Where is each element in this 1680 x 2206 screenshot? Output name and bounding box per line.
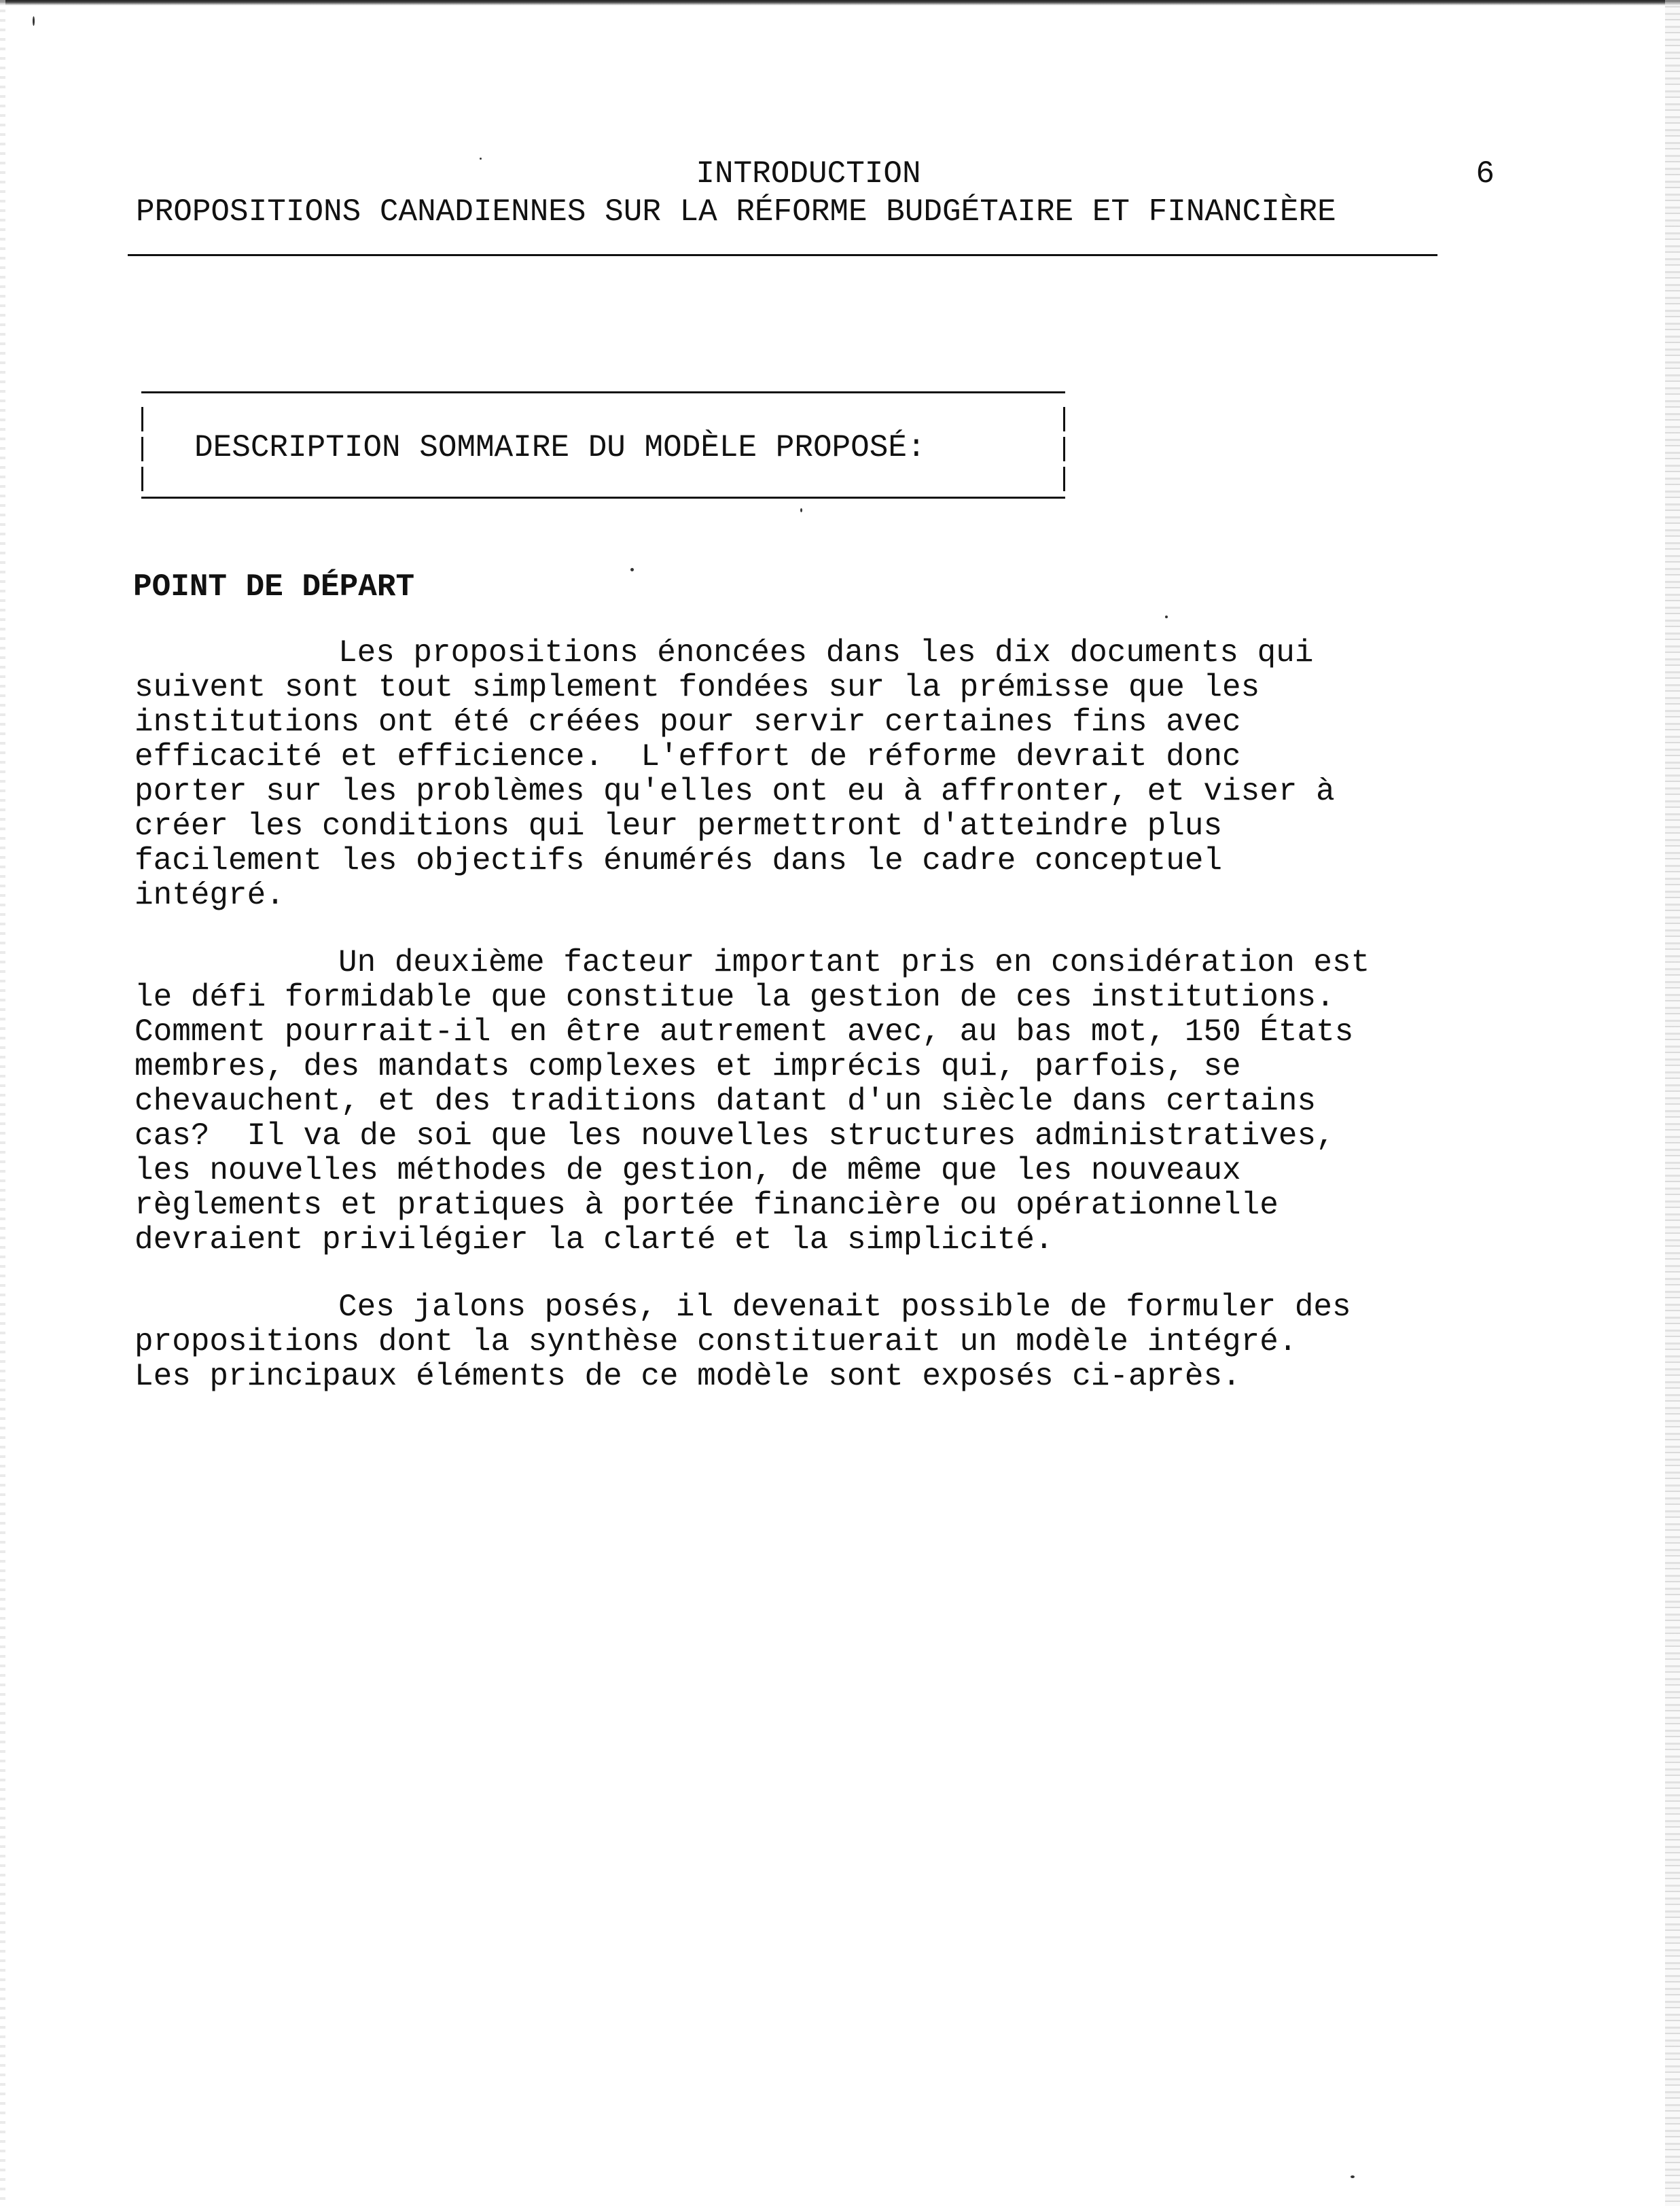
subsection-heading: POINT DE DÉPART [133,569,415,605]
paragraph-line: chevauchent, et des traditions datant d'un siècle dans certains [135,1084,1317,1119]
box-right-bar [1063,437,1065,461]
paragraph-line: cas? Il va de soi que les nouvelles structures administratives, [135,1118,1335,1154]
box-left-bar [141,407,143,431]
paragraph-line: intégré. [135,878,285,913]
paragraph-line: suivent sont tout simplement fondées sur la prémisse que les [135,670,1260,705]
scan-edge-top [0,0,1680,5]
paragraph-1 [135,636,1520,913]
box-left-bar [141,467,143,491]
scan-edge-right [1665,0,1680,2206]
paragraph-line: Un deuxième facteur important pris en considération est [338,945,1370,980]
paragraph-line: le défi formidable que constitue la gestion de ces institutions. [135,980,1335,1015]
paragraph-2 [135,946,1520,1258]
box-right-bar [1063,467,1065,491]
page-number: 6 [1476,156,1495,192]
paragraph-line: règlements et pratiques à portée financière ou opérationnelle [135,1188,1279,1223]
header-subtitle: PROPOSITIONS CANADIENNES SUR LA RÉFORME BUDGÉTAIRE ET FINANCIÈRE [136,194,1336,230]
paragraph-line: créer les conditions qui leur permettront d'atteindre plus [135,808,1223,844]
paragraph-line: devraient privilégier la clarté et la simplicité. [135,1222,1054,1258]
scan-speck [1351,2175,1355,2178]
paragraph-line: propositions dont la synthèse constituerait un modèle intégré. [135,1324,1298,1359]
paragraph-3 [135,1290,1520,1394]
paragraph-line: membres, des mandats complexes et imprécis qui, parfois, se [135,1049,1241,1084]
paragraph-line: efficacité et efficience. L'effort de réforme devrait donc [135,739,1241,775]
paragraph-line: facilement les objectifs énumérés dans le cadre conceptuel [135,843,1223,878]
box-right-bar [1063,407,1065,431]
box-left-bar [141,437,143,461]
page-header [122,155,1495,231]
paragraph-line: les nouvelles méthodes de gestion, de même que les nouveaux [135,1153,1241,1188]
scan-speck [630,568,634,571]
scan-speck [480,158,482,160]
paragraph-line: institutions ont été créées pour servir certaines fins avec [135,705,1241,740]
paragraph-line: Les principaux éléments de ce modèle sont exposés ci-après. [135,1359,1241,1394]
header-divider [128,254,1437,256]
scan-edge-left [0,0,5,2206]
paragraph-line: Ces jalons posés, il devenait possible de formuler des [338,1289,1351,1325]
paragraph-line: Comment pourrait-il en être autrement avec, au bas mot, 150 États [135,1014,1354,1050]
scan-speck [33,16,35,26]
paragraph-line: porter sur les problèmes qu'elles ont eu à affronter, et viser à [135,774,1335,809]
header-title: INTRODUCTION [696,156,921,192]
header-title-row [122,155,1495,193]
section-title-box [141,391,1065,499]
paragraph-line: Les propositions énoncées dans les dix documents qui [338,635,1314,671]
scan-speck [1165,616,1168,618]
section-title: DESCRIPTION SOMMAIRE DU MODÈLE PROPOSÉ: [194,430,926,465]
scan-speck [800,508,802,512]
